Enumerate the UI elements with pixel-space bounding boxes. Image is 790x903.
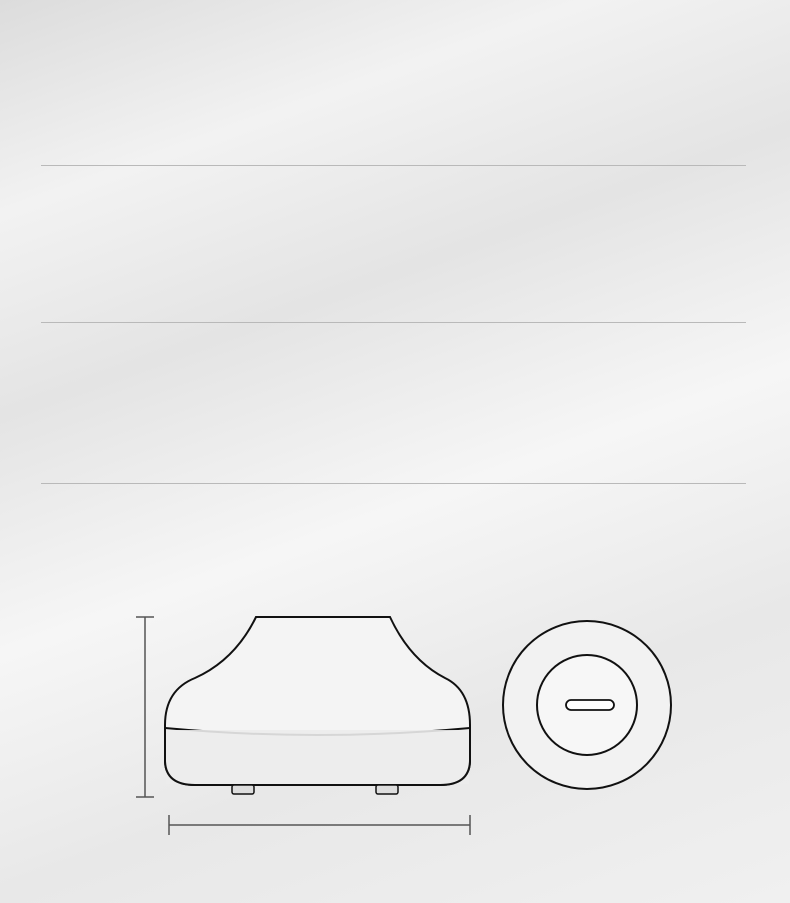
diffuser-side-view xyxy=(165,617,470,794)
diffuser-top-view xyxy=(503,621,671,789)
width-dimension-line xyxy=(169,815,470,835)
height-dimension-line xyxy=(136,617,154,797)
